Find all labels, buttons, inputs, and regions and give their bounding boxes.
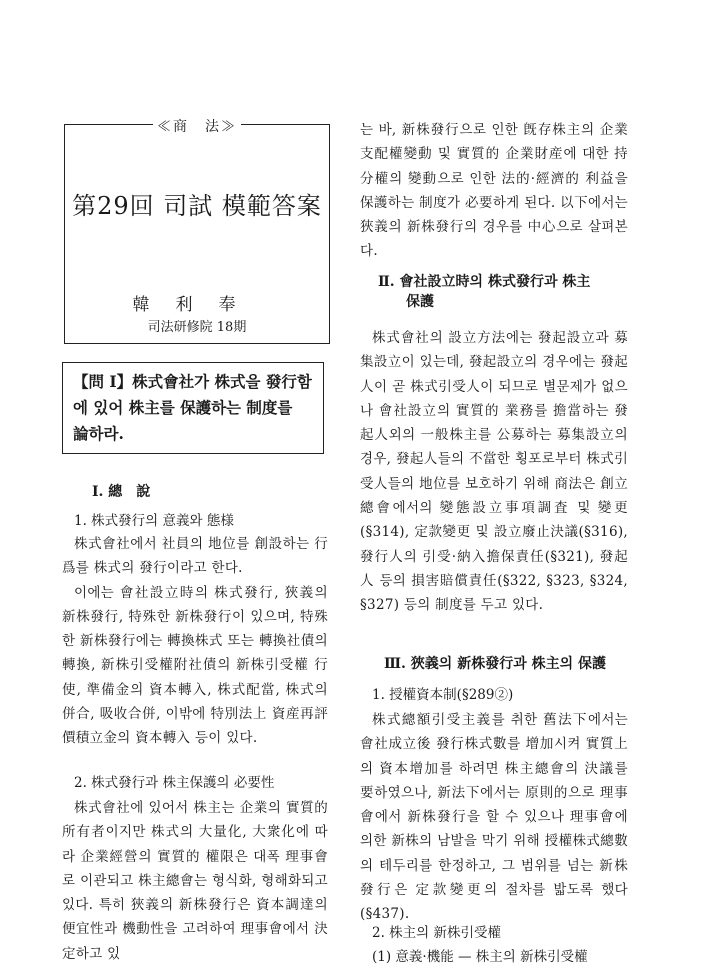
article-title: 第29回 司試 模範答案 [72,192,322,220]
right-body-1 [360,118,628,264]
sub2-heading: 2. 株式發行과 株主保護의 必要性 [74,775,275,791]
right-sub2-item: (1) 意義·機能 — 株主의 新株引受權 [372,949,588,965]
right-para1: 는 바, 新株發行으로 인한 旣存株主의 企業支配權變動 및 實質的 企業財産에 대한 持分權의 變動으로 인한 法的·經濟的 利益을 保護하는 制度가 必要하게 된다. 以下에서는 狹義의 新株發行의 경우를 中心으로 살펴본다. [360,122,628,260]
right-body-2 [360,326,628,618]
subject-text: ≪商 法≫ [153,119,241,135]
section1-heading: Ⅰ. 總 說 [92,484,151,500]
section2-heading [378,272,628,312]
section2-heading-line2: 保護 [406,294,434,310]
right-sub1-heading: 1. 授權資本制(§289②) [372,687,514,703]
question-box: 【問 Ⅰ】株式會社가 株式을 發行함에 있어 株主를 保護하는 制度를 論하라. [62,362,324,454]
left-body-2 [62,796,328,966]
right-para3: 株式總額引受主義를 취한 舊法下에서는 會社成立後 發行株式數를 增加시켜 實質上의 資本增加를 하려면 株主總會의 決議를 要하였으나, 新法下에서는 原則的으로 理事會에서 新株發行을 할 수 있으나 理事會에 의한 新株의 남발을 막기 위해 授權株式總數의 테두리를 한정하고, 그 범위를 넘는 新株發行은 定款變更의 절차를 밟도록 했다(§437). [360,712,628,923]
left-para3: 株式會社에 있어서 株主는 企業의 實質的 所有者이지만 株式의 大量化, 大衆化에 따라 企業經營의 實質的 權限은 대폭 理事會로 이관되고 株主總會는 형식화, 형해화되고 있다. 특히 狹義의 新株發行은 資本調達의 便宜性과 機動性을 고려하여 理事會에서 決定하고 있 [62,800,328,962]
left-para2: 이에는 會社設立時의 株式發行, 狹義의 新株發行, 特殊한 新株發行이 있으며, 特殊한 新株發行에는 轉換株式 또는 轉換社債의 轉換, 新株引受權附社債의 新株引受權 行使, 準備金의 資本轉入, 株式配當, 株式의 併合, 吸收合併, 이밖에 特別法上 資産再評價積立金의 資本轉入 등이 있다. [62,584,328,747]
subject-label [64,116,330,136]
left-para1: 株式會社에서 社員의 地位를 創設하는 行爲를 株式의 發行이라고 한다. [62,536,328,577]
right-sub2-heading: 2. 株主의 新株引受權 [372,925,502,941]
section2-heading-line1: Ⅱ. 會社設立時의 株式發行과 株主 [378,274,591,290]
right-para2: 株式會社의 設立方法에는 發起設立과 募集設立이 있는데, 發起設立의 경우에는 發起人이 곧 株式引受人이 되므로 별문제가 없으나 會社設立의 實質的 業務를 擔當하는 發起人외의 一般株主를 公募하는 募集設立의 경우, 發起人들의 不當한 횡포로부터 株式引受人들의 地位를 보호하기 위해 商法은 創立總會에서의 變態設立事項調査 및 變更(§314), 定款變更 및 設立廢止決議(§316), 發行人의 引受·納入擔保責任(§321), 發起人 등의 損害賠償責任(§322, §323, §324, §327) 등의 制度를 두고 있다. [360,330,628,614]
section3-heading: Ⅲ. 狹義의 新株發行과 株主의 保護 [384,656,606,672]
left-body [62,532,328,751]
right-body-3 [360,708,628,927]
sub1-heading: 1. 株式發行의 意義와 態様 [74,513,234,529]
author-name: 韓利奉 [132,295,262,315]
author-affiliation: 司法研修院 18期 [147,320,247,335]
